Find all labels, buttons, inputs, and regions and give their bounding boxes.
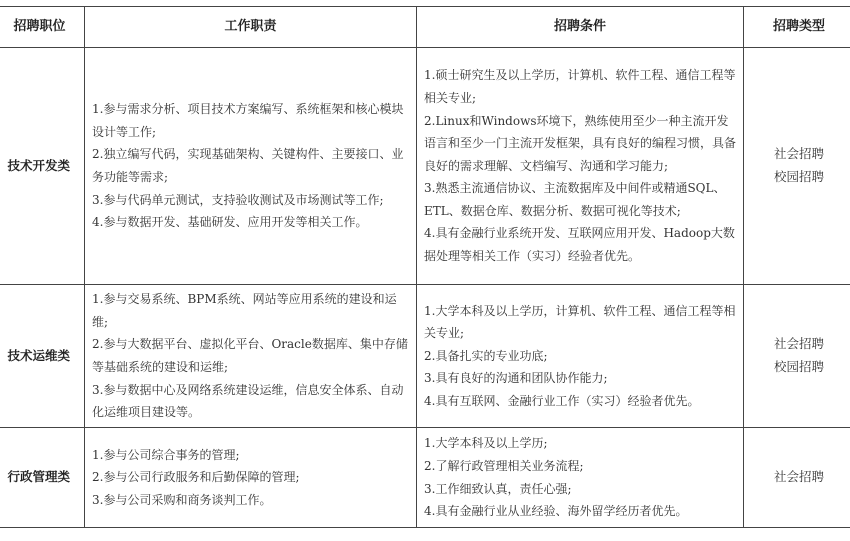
table-row	[0, 48, 850, 285]
requirement-item: 2.了解行政管理相关业务流程;	[424, 458, 584, 473]
type-item: 校园招聘	[773, 169, 824, 184]
requirement-item: 2.具备扎实的专业功底;	[424, 348, 548, 363]
duties-cell	[85, 285, 417, 428]
duty-item: 1.参与交易系统、BPM系统、网站等应用系统的建设和运维;	[92, 292, 397, 329]
requirement-item: 4.具有金融行业系统开发、互联网应用开发、Hadoop大数据处理等相关工作（实习）经验者优先。	[424, 226, 735, 264]
table-row	[0, 285, 850, 428]
duties-cell	[85, 48, 417, 285]
requirement-item: 1.硕士研究生及以上学历，计算机、软件工程、通信工程等相关专业;	[424, 68, 736, 105]
header-duties: 工作职责	[85, 7, 417, 48]
position-cell: 技术运维类	[0, 285, 85, 428]
type-cell	[744, 285, 850, 428]
type-item: 社会招聘	[773, 469, 824, 485]
table-row	[0, 428, 850, 528]
type-item: 社会招聘	[773, 336, 824, 352]
type-item: 社会招聘	[773, 146, 824, 162]
requirement-item: 3.熟悉主流通信协议、主流数据库及中间件或精通SQL、ETL、数据仓库、数据分析、数据可视化等技术;	[424, 181, 726, 218]
requirement-item: 4.具有互联网、金融行业工作（实习）经验者优先。	[424, 393, 700, 408]
requirement-item: 3.工作细致认真，责任心强;	[424, 481, 572, 496]
duty-item: 3.参与代码单元测试，支持验收测试及市场测试等工作;	[92, 192, 384, 207]
duty-item: 3.参与数据中心及网络系统建设运维，信息安全体系、自动化运维项目建设等。	[92, 382, 404, 420]
duty-item: 2.参与大数据平台、虚拟化平台、Oracle数据库、集中存储等基础系统的建设和运维;	[92, 337, 408, 374]
requirements-cell	[417, 285, 744, 428]
duty-item: 4.参与数据开发、基础研发、应用开发等相关工作。	[92, 215, 368, 230]
position-cell: 技术开发类	[0, 48, 85, 285]
duty-item: 2.独立编写代码，实现基础架构、关键构件、主要接口、业务功能等需求;	[92, 147, 404, 184]
header-type: 招聘类型	[744, 7, 850, 48]
header-position: 招聘职位	[0, 7, 85, 48]
duty-item: 2.参与公司行政服务和后勤保障的管理;	[92, 470, 300, 485]
position-cell: 行政管理类	[0, 428, 85, 528]
requirement-item: 1.大学本科及以上学历，计算机、软件工程、通信工程等相关专业;	[424, 303, 736, 341]
header-requirements: 招聘条件	[417, 7, 744, 48]
duty-item: 1.参与公司综合事务的管理;	[92, 447, 240, 462]
duties-cell	[85, 428, 417, 528]
duty-item: 3.参与公司采购和商务谈判工作。	[92, 492, 272, 507]
requirement-item: 4.具有金融行业从业经验、海外留学经历者优先。	[424, 504, 688, 519]
type-item: 校园招聘	[773, 359, 824, 374]
requirement-item: 1.大学本科及以上学历;	[424, 436, 548, 451]
requirements-cell	[417, 428, 744, 528]
table-header-row	[0, 7, 850, 48]
recruitment-table	[0, 6, 850, 528]
requirement-item: 3.具有良好的沟通和团队协作能力;	[424, 371, 608, 386]
type-cell	[744, 428, 850, 528]
recruitment-table-container	[0, 6, 850, 528]
requirement-item: 2.Linux和Windows环境下，熟练使用至少一种主流开发语言和至少一门主流开发框架，具有良好的编程习惯，具备良好的需求理解、文档编写、沟通和学习能力;	[424, 113, 737, 173]
type-cell	[744, 48, 850, 285]
requirements-cell	[417, 48, 744, 285]
duty-item: 1.参与需求分析、项目技术方案编写、系统框架和核心模块设计等工作;	[92, 102, 404, 139]
